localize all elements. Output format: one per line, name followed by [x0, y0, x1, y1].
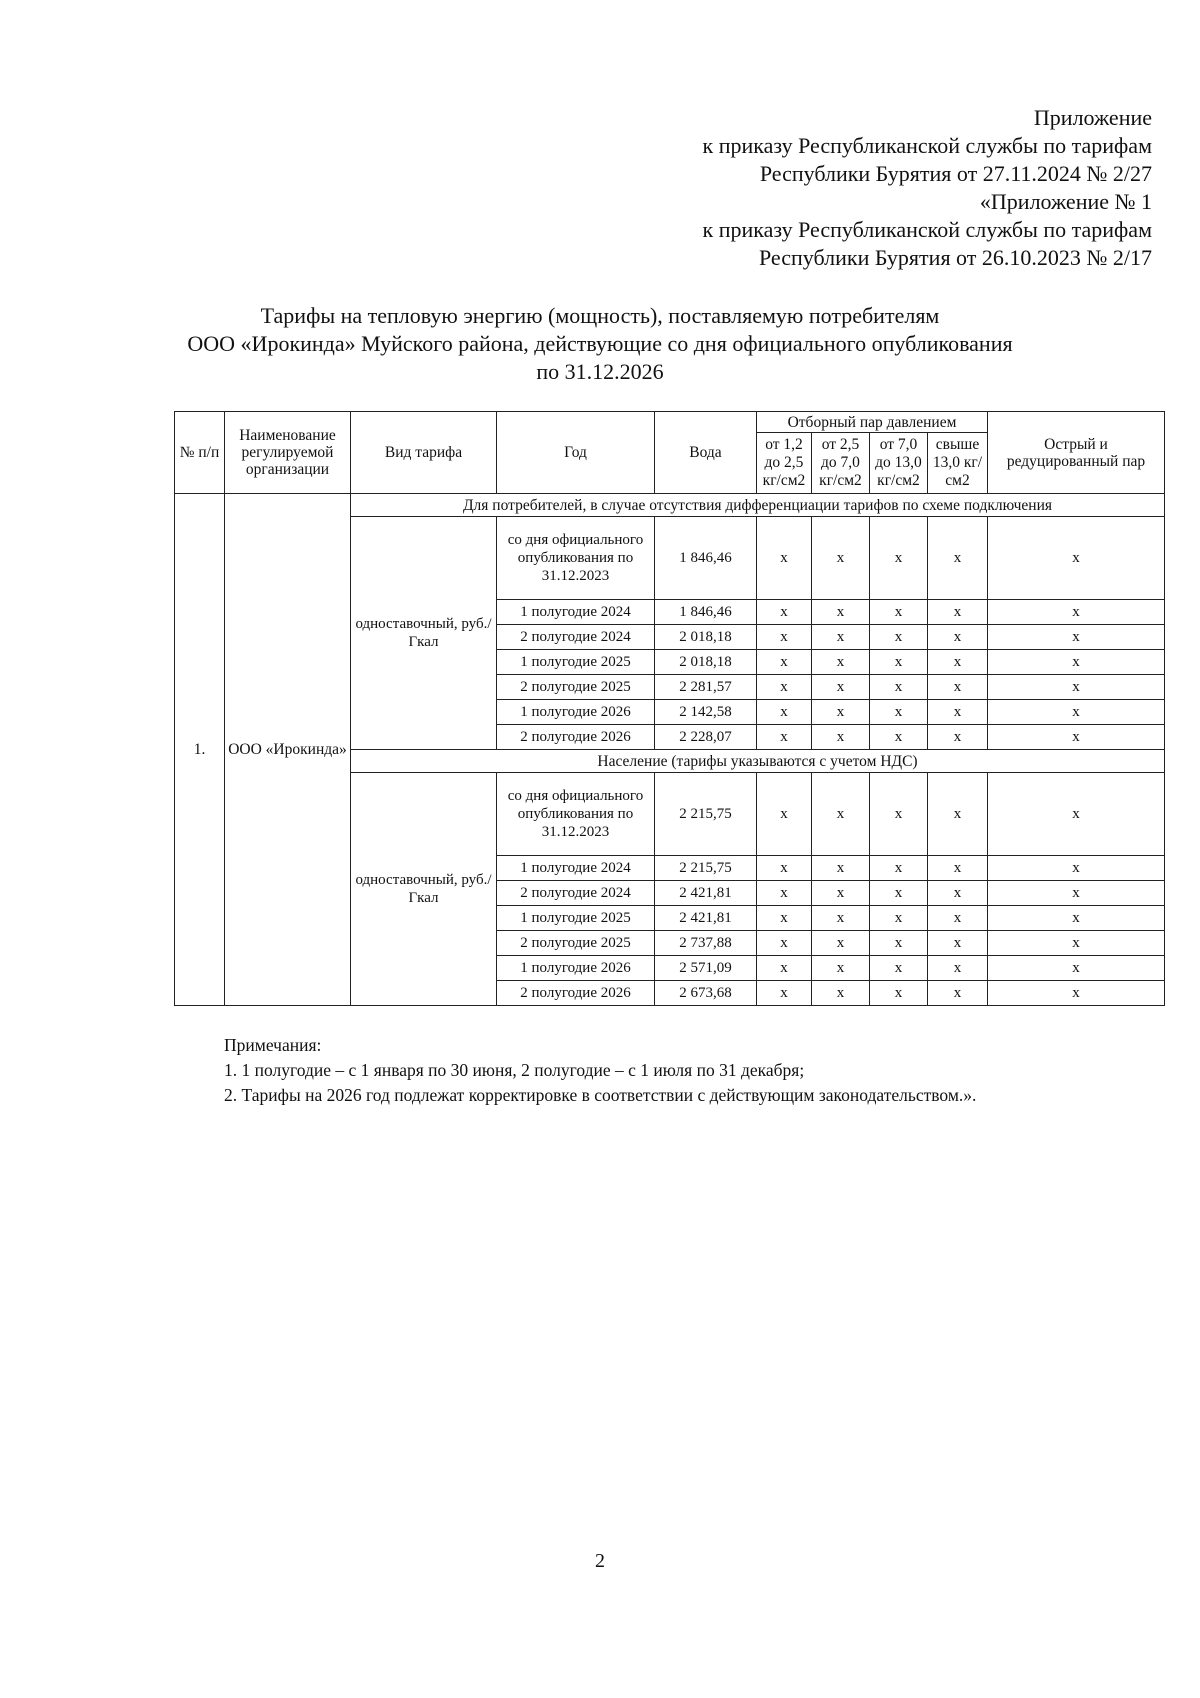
header-steam-group: Отборный пар давлением	[757, 412, 988, 433]
header-steam-4: свыше 13,0 кг/см2	[928, 433, 988, 494]
water-tariff-cell: 2 018,18	[655, 625, 757, 650]
not-applicable-cell: х	[812, 981, 870, 1006]
header-steam-1: от 1,2 до 2,5 кг/см2	[757, 433, 812, 494]
not-applicable-cell: х	[757, 650, 812, 675]
not-applicable-cell: х	[988, 981, 1165, 1006]
not-applicable-cell: х	[928, 981, 988, 1006]
not-applicable-cell: х	[928, 881, 988, 906]
not-applicable-cell: х	[988, 650, 1165, 675]
tariff-type: одноставочный, руб./Гкал	[351, 773, 497, 1006]
appendix-header-line: Республики Бурятия от 27.11.2024 № 2/27	[759, 161, 1152, 186]
not-applicable-cell: х	[928, 931, 988, 956]
header-steam-3: от 7,0 до 13,0 кг/см2	[870, 433, 928, 494]
not-applicable-cell: х	[870, 625, 928, 650]
not-applicable-cell: х	[812, 675, 870, 700]
not-applicable-cell: х	[757, 931, 812, 956]
not-applicable-cell: х	[928, 675, 988, 700]
period-cell: 2 полугодие 2026	[497, 725, 655, 750]
appendix-header-line: Республики Бурятия от 26.10.2023 № 2/17	[758, 245, 1152, 270]
period-cell: 2 полугодие 2024	[497, 881, 655, 906]
not-applicable-cell: х	[757, 906, 812, 931]
not-applicable-cell: х	[988, 675, 1165, 700]
row-number: 1.	[175, 494, 225, 1006]
not-applicable-cell: х	[988, 700, 1165, 725]
water-tariff-cell: 2 228,07	[655, 725, 757, 750]
not-applicable-cell: х	[757, 956, 812, 981]
document-title	[150, 302, 1050, 386]
not-applicable-cell: х	[870, 600, 928, 625]
table-header-row	[175, 412, 1165, 433]
not-applicable-cell: х	[812, 650, 870, 675]
water-tariff-cell: 2 215,75	[655, 856, 757, 881]
section-title: Для потребителей, в случае отсутствия дифференциации тарифов по схеме подключения	[351, 494, 1165, 517]
not-applicable-cell: х	[812, 906, 870, 931]
not-applicable-cell: х	[757, 981, 812, 1006]
appendix-header	[512, 104, 1152, 272]
notes-heading: Примечания:	[224, 1035, 322, 1055]
water-tariff-cell: 2 737,88	[655, 931, 757, 956]
not-applicable-cell: х	[870, 675, 928, 700]
section-title: Население (тарифы указываются с учетом НДС)	[351, 750, 1165, 773]
not-applicable-cell: х	[870, 725, 928, 750]
not-applicable-cell: х	[928, 600, 988, 625]
appendix-header-line: к приказу Республиканской службы по тарифам	[702, 217, 1152, 242]
not-applicable-cell: х	[988, 956, 1165, 981]
notes	[224, 1033, 1124, 1108]
not-applicable-cell: х	[988, 517, 1165, 600]
not-applicable-cell: х	[812, 856, 870, 881]
not-applicable-cell: х	[870, 981, 928, 1006]
tariff-table-body	[175, 494, 1165, 1006]
not-applicable-cell: х	[928, 956, 988, 981]
not-applicable-cell: х	[870, 700, 928, 725]
not-applicable-cell: х	[988, 856, 1165, 881]
period-cell: 2 полугодие 2026	[497, 981, 655, 1006]
not-applicable-cell: х	[928, 517, 988, 600]
water-tariff-cell: 2 421,81	[655, 881, 757, 906]
not-applicable-cell: х	[988, 725, 1165, 750]
header-num: № п/п	[175, 412, 225, 494]
tariff-type: одноставочный, руб./Гкал	[351, 517, 497, 750]
period-cell: со дня официального опубликования по 31.12.2023	[497, 773, 655, 856]
not-applicable-cell: х	[928, 650, 988, 675]
period-cell: 1 полугодие 2025	[497, 650, 655, 675]
not-applicable-cell: х	[757, 517, 812, 600]
not-applicable-cell: х	[928, 856, 988, 881]
not-applicable-cell: х	[988, 773, 1165, 856]
not-applicable-cell: х	[812, 600, 870, 625]
not-applicable-cell: х	[757, 625, 812, 650]
appendix-header-line: к приказу Республиканской службы по тарифам	[702, 133, 1152, 158]
not-applicable-cell: х	[870, 906, 928, 931]
header-steam-2: от 2,5 до 7,0 кг/см2	[812, 433, 870, 494]
not-applicable-cell: х	[928, 700, 988, 725]
period-cell: 2 полугодие 2025	[497, 931, 655, 956]
not-applicable-cell: х	[812, 956, 870, 981]
period-cell: 1 полугодие 2025	[497, 906, 655, 931]
water-tariff-cell: 2 142,58	[655, 700, 757, 725]
not-applicable-cell: х	[757, 700, 812, 725]
not-applicable-cell: х	[757, 856, 812, 881]
not-applicable-cell: х	[870, 773, 928, 856]
not-applicable-cell: х	[870, 517, 928, 600]
period-cell: 2 полугодие 2025	[497, 675, 655, 700]
not-applicable-cell: х	[812, 881, 870, 906]
title-line: Тарифы на тепловую энергию (мощность), поставляемую потребителям	[260, 303, 940, 328]
not-applicable-cell: х	[757, 773, 812, 856]
note-item: 2. Тарифы на 2026 год подлежат корректировке в соответствии с действующим законодательством.».	[224, 1085, 977, 1105]
not-applicable-cell: х	[812, 625, 870, 650]
not-applicable-cell: х	[870, 956, 928, 981]
water-tariff-cell: 2 018,18	[655, 650, 757, 675]
not-applicable-cell: х	[870, 931, 928, 956]
appendix-header-line: «Приложение № 1	[979, 189, 1152, 214]
title-line: по 31.12.2026	[536, 359, 664, 384]
header-tariff-type: Вид тарифа	[351, 412, 497, 494]
period-cell: 1 полугодие 2024	[497, 600, 655, 625]
title-line: ООО «Ирокинда» Муйского района, действующие со дня официального опубликования	[187, 331, 1013, 356]
period-cell: 1 полугодие 2024	[497, 856, 655, 881]
period-cell: 1 полугодие 2026	[497, 700, 655, 725]
organization-name: ООО «Ирокинда»	[225, 494, 351, 1006]
header-year: Год	[497, 412, 655, 494]
not-applicable-cell: х	[757, 881, 812, 906]
water-tariff-cell: 2 215,75	[655, 773, 757, 856]
not-applicable-cell: х	[812, 931, 870, 956]
period-cell: 2 полугодие 2024	[497, 625, 655, 650]
not-applicable-cell: х	[812, 725, 870, 750]
water-tariff-cell: 2 281,57	[655, 675, 757, 700]
not-applicable-cell: х	[988, 931, 1165, 956]
water-tariff-cell: 1 846,46	[655, 517, 757, 600]
note-item: 1. 1 полугодие – с 1 января по 30 июня, 2 полугодие – с 1 июля по 31 декабря;	[224, 1060, 805, 1080]
header-water: Вода	[655, 412, 757, 494]
water-tariff-cell: 2 421,81	[655, 906, 757, 931]
not-applicable-cell: х	[812, 773, 870, 856]
tariff-table	[174, 411, 1165, 1006]
water-tariff-cell: 2 571,09	[655, 956, 757, 981]
water-tariff-cell: 1 846,46	[655, 600, 757, 625]
not-applicable-cell: х	[757, 725, 812, 750]
not-applicable-cell: х	[757, 675, 812, 700]
not-applicable-cell: х	[870, 881, 928, 906]
not-applicable-cell: х	[988, 906, 1165, 931]
page-number: 2	[595, 1550, 605, 1572]
not-applicable-cell: х	[988, 600, 1165, 625]
header-organization: Наименование регулируемой организации	[225, 412, 351, 494]
not-applicable-cell: х	[988, 881, 1165, 906]
not-applicable-cell: х	[928, 773, 988, 856]
header-sharp-steam: Острый и редуцированный пар	[988, 412, 1165, 494]
appendix-header-line: Приложение	[1033, 105, 1152, 130]
not-applicable-cell: х	[812, 517, 870, 600]
not-applicable-cell: х	[988, 625, 1165, 650]
not-applicable-cell: х	[870, 856, 928, 881]
section-row	[175, 494, 1165, 517]
period-cell: со дня официального опубликования по 31.12.2023	[497, 517, 655, 600]
not-applicable-cell: х	[870, 650, 928, 675]
not-applicable-cell: х	[928, 725, 988, 750]
water-tariff-cell: 2 673,68	[655, 981, 757, 1006]
not-applicable-cell: х	[757, 600, 812, 625]
not-applicable-cell: х	[928, 625, 988, 650]
period-cell: 1 полугодие 2026	[497, 956, 655, 981]
not-applicable-cell: х	[812, 700, 870, 725]
not-applicable-cell: х	[928, 906, 988, 931]
